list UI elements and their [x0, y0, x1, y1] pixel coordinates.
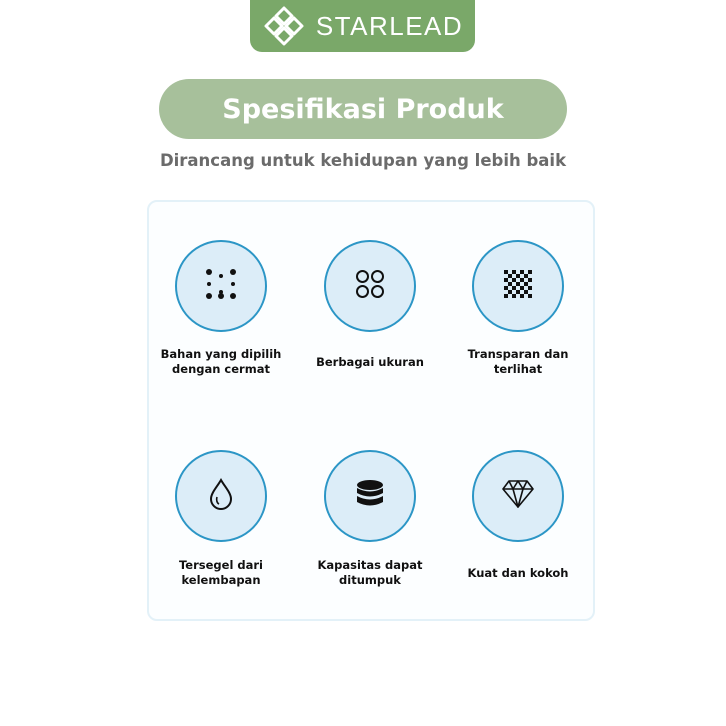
page-subtitle: Dirancang untuk kehidupan yang lebih baik [159, 151, 567, 170]
four-petal-icon [354, 268, 386, 304]
leaf-knot-icon [262, 4, 306, 48]
feature-label: Bahan yang dipilih dengan cermat [160, 347, 282, 376]
diamond-icon [501, 479, 535, 513]
checkerboard-icon [504, 270, 532, 302]
feature-icon-circle [472, 450, 564, 542]
brand-logo [250, 0, 475, 52]
water-drop-icon [208, 478, 234, 514]
page-title: Spesifikasi Produk [159, 79, 567, 139]
feature-icon-circle [324, 240, 416, 332]
feature-icon-circle [175, 240, 267, 332]
feature-label: Tersegel dari kelembapan [178, 558, 263, 587]
feature-icon-circle [175, 450, 267, 542]
brand-name: STARLEAD [315, 10, 464, 41]
dots-grid-icon [204, 267, 238, 305]
feature-label: Berbagai ukuran [316, 355, 424, 369]
feature-label: Kapasitas dapat ditumpuk [317, 558, 423, 587]
feature-icon-circle [472, 240, 564, 332]
stacked-disks-icon [355, 479, 385, 513]
feature-label: Transparan dan terlihat [467, 347, 569, 376]
feature-icon-circle [324, 450, 416, 542]
feature-label: Kuat dan kokoh [467, 566, 569, 580]
